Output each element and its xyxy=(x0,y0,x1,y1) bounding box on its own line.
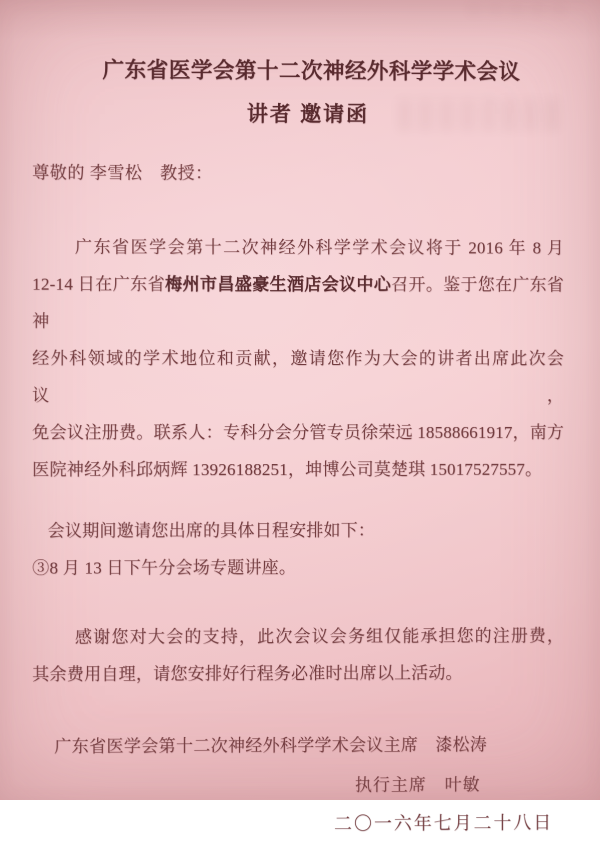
schedule-intro-line: 会议期间邀请您出席的具体日程安排如下： xyxy=(47,520,376,541)
letter-line: 其余费用自理，请您安排好行程务必准时出席以上活动。 xyxy=(32,663,463,684)
executive-chair-signature-line: 执行主席 叶敏 xyxy=(354,775,481,795)
signature-block xyxy=(32,725,564,844)
letter-subtitle: 讲者 邀请函 xyxy=(246,101,370,127)
letter-line: 广东省医学会第十二次神经外科学学术会议将于 2016 年 8 月 xyxy=(74,237,565,258)
letter-line: 感谢您对大会的支持，此次会议会务组仅能承担您的注册费， xyxy=(74,626,565,647)
letter-line: 经外科领域的学术地位和贡献，邀请您作为大会的讲者出席此次会议， xyxy=(32,348,565,406)
schedule-item-line: ③8 月 13 日下午分会场专题讲座。 xyxy=(32,558,297,578)
venue-line-suffix: 召开。鉴于您在广东省神 xyxy=(32,275,565,331)
venue-line-prefix: 12-14 日在广东省 xyxy=(32,274,166,294)
schedule-section xyxy=(32,512,564,587)
chairman-signature-line: 广东省医学会第十二次神经外科学学术会议主席 漆松涛 xyxy=(54,735,487,757)
letter-title: 广东省医学会第十二次神经外科学学术会议 xyxy=(102,58,521,84)
letter-line xyxy=(32,266,564,341)
letter-line: 医院神经外科邱炳辉 13926188251，坤博公司莫楚琪 15017527557。 xyxy=(32,459,543,480)
closing-paragraph xyxy=(32,617,564,693)
salutation-line: 尊敬的 李雪松 教授： xyxy=(32,163,213,183)
venue-name-bold: 梅州市昌盛豪生酒店会议中心 xyxy=(165,274,392,295)
letter-line: 免会议注册费。联系人：专科分会分管专员徐荣远 18588661917，南方 xyxy=(32,422,565,443)
letter-date-line: 二〇一六年七月二十八日 xyxy=(333,812,554,834)
body-paragraph-invitation xyxy=(32,228,564,488)
